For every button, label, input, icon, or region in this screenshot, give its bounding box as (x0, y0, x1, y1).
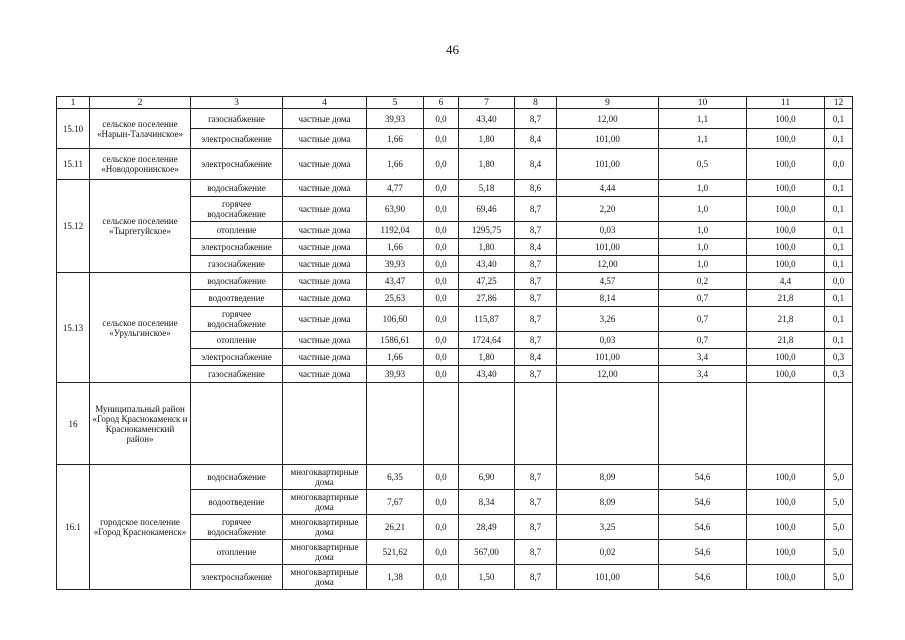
settlement-name: городское поселение «Город Краснокаменск» (90, 465, 191, 590)
housing-type: частные дома (283, 197, 367, 222)
value-6: 0,0 (424, 109, 459, 129)
service-type: водоотведение (191, 290, 283, 307)
value-5: 1192,04 (367, 222, 424, 239)
value-9: 101,00 (557, 349, 659, 366)
value-6: 0,0 (424, 540, 459, 565)
value-7: 43,40 (459, 366, 515, 383)
value-6: 0,0 (424, 465, 459, 490)
service-type: газоснабжение (191, 366, 283, 383)
service-type: водоотведение (191, 490, 283, 515)
housing-type: частные дома (283, 256, 367, 273)
value-8: 8,7 (515, 540, 557, 565)
value-6: 0,0 (424, 349, 459, 366)
value-10: 0,7 (659, 332, 747, 349)
value-9: 12,00 (557, 256, 659, 273)
housing-type: частные дома (283, 290, 367, 307)
service-type: отопление (191, 332, 283, 349)
value-8: 8,7 (515, 290, 557, 307)
value-10: 1,1 (659, 109, 747, 129)
value-8: 8,7 (515, 490, 557, 515)
value-8: 8,4 (515, 129, 557, 149)
housing-type: частные дома (283, 349, 367, 366)
value-8: 8,7 (515, 222, 557, 239)
value-11: 100,0 (747, 349, 825, 366)
value-8: 8,7 (515, 307, 557, 332)
value-8: 8,4 (515, 349, 557, 366)
value-5: 521,62 (367, 540, 424, 565)
value-8: 8,7 (515, 515, 557, 540)
housing-type (283, 383, 367, 465)
value-9: 12,00 (557, 109, 659, 129)
value-12: 0,1 (825, 222, 853, 239)
value-8: 8,7 (515, 565, 557, 590)
housing-type: многоквартирные дома (283, 490, 367, 515)
housing-type: частные дома (283, 307, 367, 332)
column-header-row (57, 97, 853, 109)
value-10: 1,0 (659, 180, 747, 197)
value-11: 100,0 (747, 180, 825, 197)
value-12: 0,1 (825, 332, 853, 349)
value-11: 100,0 (747, 540, 825, 565)
table-row (57, 465, 853, 490)
value-5: 26,21 (367, 515, 424, 540)
housing-type: частные дома (283, 149, 367, 180)
value-12: 5,0 (825, 465, 853, 490)
value-8: 8,4 (515, 149, 557, 180)
value-5: 43,47 (367, 273, 424, 290)
value-9 (557, 383, 659, 465)
table-row (57, 383, 853, 465)
value-7: 1,80 (459, 149, 515, 180)
value-11: 21,8 (747, 290, 825, 307)
value-9: 101,00 (557, 129, 659, 149)
value-5: 106,60 (367, 307, 424, 332)
value-12: 0,1 (825, 109, 853, 129)
value-6: 0,0 (424, 149, 459, 180)
value-7: 567,00 (459, 540, 515, 565)
settlement-name: Муниципальный район «Город Краснокаменск и Краснокаменский район» (90, 383, 191, 465)
value-12: 0,1 (825, 197, 853, 222)
housing-type: частные дома (283, 180, 367, 197)
value-7: 1,80 (459, 129, 515, 149)
value-10: 1,0 (659, 239, 747, 256)
value-10: 1,1 (659, 129, 747, 149)
value-7: 1,50 (459, 565, 515, 590)
housing-type: многоквартирные дома (283, 540, 367, 565)
value-6: 0,0 (424, 307, 459, 332)
value-9: 2,20 (557, 197, 659, 222)
value-7: 28,49 (459, 515, 515, 540)
value-9: 0,03 (557, 222, 659, 239)
housing-type: частные дома (283, 129, 367, 149)
service-type: электроснабжение (191, 129, 283, 149)
value-12: 0,0 (825, 149, 853, 180)
table-row (57, 180, 853, 197)
value-11: 100,0 (747, 149, 825, 180)
value-9: 101,00 (557, 565, 659, 590)
value-7: 115,87 (459, 307, 515, 332)
settlement-name: сельское поселение «Новодоронинское» (90, 149, 191, 180)
value-6: 0,0 (424, 332, 459, 349)
housing-type: частные дома (283, 239, 367, 256)
value-11: 100,0 (747, 222, 825, 239)
service-type: горячее водоснабжение (191, 515, 283, 540)
table-row (57, 109, 853, 129)
value-5: 1,66 (367, 239, 424, 256)
value-11: 4,4 (747, 273, 825, 290)
value-11: 100,0 (747, 490, 825, 515)
value-10: 3,4 (659, 349, 747, 366)
value-7: 43,40 (459, 109, 515, 129)
value-10: 1,0 (659, 197, 747, 222)
column-header: 5 (367, 97, 424, 109)
settlement-name: сельское поселение «Нарын-Талачинское» (90, 109, 191, 149)
column-header: 4 (283, 97, 367, 109)
value-6: 0,0 (424, 565, 459, 590)
tariff-table (56, 96, 853, 590)
value-6: 0,0 (424, 239, 459, 256)
value-7: 5,18 (459, 180, 515, 197)
value-6: 0,0 (424, 197, 459, 222)
value-8: 8,7 (515, 465, 557, 490)
value-9: 8,09 (557, 490, 659, 515)
value-5: 1,66 (367, 149, 424, 180)
value-9: 8,14 (557, 290, 659, 307)
value-7 (459, 383, 515, 465)
service-type (191, 383, 283, 465)
value-5: 39,93 (367, 366, 424, 383)
value-6: 0,0 (424, 515, 459, 540)
housing-type: многоквартирные дома (283, 565, 367, 590)
value-12: 0,1 (825, 307, 853, 332)
service-type: водоснабжение (191, 465, 283, 490)
column-header: 12 (825, 97, 853, 109)
value-9: 101,00 (557, 239, 659, 256)
value-10: 1,0 (659, 256, 747, 273)
value-7: 43,40 (459, 256, 515, 273)
service-type: горячее водоснабжение (191, 197, 283, 222)
value-8: 8,7 (515, 109, 557, 129)
service-type: электроснабжение (191, 565, 283, 590)
value-10: 0,2 (659, 273, 747, 290)
housing-type: частные дома (283, 332, 367, 349)
value-11: 100,0 (747, 465, 825, 490)
service-type: электроснабжение (191, 239, 283, 256)
column-header: 9 (557, 97, 659, 109)
value-7: 6,90 (459, 465, 515, 490)
housing-type: частные дома (283, 109, 367, 129)
settlement-name: сельское поселение «Урульгинское» (90, 273, 191, 383)
value-7: 1295,75 (459, 222, 515, 239)
value-9: 8,09 (557, 465, 659, 490)
value-8: 8,6 (515, 180, 557, 197)
value-5: 7,67 (367, 490, 424, 515)
value-8 (515, 383, 557, 465)
value-12: 0,1 (825, 256, 853, 273)
value-8: 8,7 (515, 366, 557, 383)
value-8: 8,4 (515, 239, 557, 256)
value-9: 4,57 (557, 273, 659, 290)
row-number: 15.13 (57, 273, 90, 383)
page-number: 46 (446, 42, 459, 57)
value-9: 4,44 (557, 180, 659, 197)
column-header: 7 (459, 97, 515, 109)
value-6: 0,0 (424, 129, 459, 149)
value-5: 4,77 (367, 180, 424, 197)
value-6: 0,0 (424, 273, 459, 290)
value-7: 1724,64 (459, 332, 515, 349)
service-type: отопление (191, 222, 283, 239)
value-10: 0,5 (659, 149, 747, 180)
housing-type: многоквартирные дома (283, 515, 367, 540)
service-type: электроснабжение (191, 149, 283, 180)
value-5: 39,93 (367, 109, 424, 129)
row-number: 15.12 (57, 180, 90, 273)
service-type: водоснабжение (191, 273, 283, 290)
value-12: 5,0 (825, 515, 853, 540)
table-row (57, 149, 853, 180)
value-12: 0,1 (825, 290, 853, 307)
value-5: 1,38 (367, 565, 424, 590)
column-header: 10 (659, 97, 747, 109)
value-5: 1,66 (367, 129, 424, 149)
value-7: 47,25 (459, 273, 515, 290)
value-8: 8,7 (515, 273, 557, 290)
value-10: 54,6 (659, 540, 747, 565)
value-12: 0,1 (825, 239, 853, 256)
value-7: 69,46 (459, 197, 515, 222)
value-11: 100,0 (747, 129, 825, 149)
row-number: 15.11 (57, 149, 90, 180)
value-11: 100,0 (747, 197, 825, 222)
value-5: 1586,61 (367, 332, 424, 349)
value-11: 100,0 (747, 109, 825, 129)
value-6: 0,0 (424, 256, 459, 273)
service-type: электроснабжение (191, 349, 283, 366)
value-7: 27,86 (459, 290, 515, 307)
value-10: 0,7 (659, 307, 747, 332)
value-7: 8,34 (459, 490, 515, 515)
column-header: 2 (90, 97, 191, 109)
value-12: 5,0 (825, 490, 853, 515)
service-type: горячее водоснабжение (191, 307, 283, 332)
value-12: 5,0 (825, 565, 853, 590)
housing-type: частные дома (283, 222, 367, 239)
value-10: 54,6 (659, 565, 747, 590)
housing-type: многоквартирные дома (283, 465, 367, 490)
value-9: 0,03 (557, 332, 659, 349)
value-12: 0,1 (825, 129, 853, 149)
value-10: 54,6 (659, 515, 747, 540)
value-10: 54,6 (659, 490, 747, 515)
settlement-name: сельское поселение «Тыргетуйское» (90, 180, 191, 273)
table-body (57, 97, 853, 590)
value-9: 12,00 (557, 366, 659, 383)
value-5 (367, 383, 424, 465)
value-11: 100,0 (747, 565, 825, 590)
column-header: 6 (424, 97, 459, 109)
value-6 (424, 383, 459, 465)
row-number: 16.1 (57, 465, 90, 590)
value-12: 5,0 (825, 540, 853, 565)
value-5: 6,35 (367, 465, 424, 490)
housing-type: частные дома (283, 273, 367, 290)
value-5: 39,93 (367, 256, 424, 273)
value-12: 0,3 (825, 366, 853, 383)
table-row (57, 273, 853, 290)
value-11: 100,0 (747, 239, 825, 256)
value-12: 0,1 (825, 180, 853, 197)
value-9: 3,25 (557, 515, 659, 540)
value-6: 0,0 (424, 290, 459, 307)
service-type: газоснабжение (191, 256, 283, 273)
value-10: 0,7 (659, 290, 747, 307)
value-10: 3,4 (659, 366, 747, 383)
service-type: газоснабжение (191, 109, 283, 129)
column-header: 8 (515, 97, 557, 109)
row-number: 16 (57, 383, 90, 465)
value-11: 100,0 (747, 366, 825, 383)
value-10: 54,6 (659, 465, 747, 490)
value-9: 0,02 (557, 540, 659, 565)
value-6: 0,0 (424, 222, 459, 239)
value-6: 0,0 (424, 180, 459, 197)
value-6: 0,0 (424, 490, 459, 515)
value-8: 8,7 (515, 197, 557, 222)
row-number: 15.10 (57, 109, 90, 149)
service-type: водоснабжение (191, 180, 283, 197)
value-11 (747, 383, 825, 465)
value-6: 0,0 (424, 366, 459, 383)
column-header: 1 (57, 97, 90, 109)
value-7: 1,80 (459, 239, 515, 256)
value-8: 8,7 (515, 332, 557, 349)
value-11: 100,0 (747, 256, 825, 273)
value-5: 1,66 (367, 349, 424, 366)
value-8: 8,7 (515, 256, 557, 273)
value-12 (825, 383, 853, 465)
value-10 (659, 383, 747, 465)
value-5: 25,63 (367, 290, 424, 307)
value-7: 1,80 (459, 349, 515, 366)
value-12: 0,0 (825, 273, 853, 290)
column-header: 3 (191, 97, 283, 109)
housing-type: частные дома (283, 366, 367, 383)
value-11: 21,8 (747, 332, 825, 349)
value-9: 101,00 (557, 149, 659, 180)
value-11: 100,0 (747, 515, 825, 540)
value-10: 1,0 (659, 222, 747, 239)
value-9: 3,26 (557, 307, 659, 332)
value-11: 21,8 (747, 307, 825, 332)
value-5: 63,90 (367, 197, 424, 222)
column-header: 11 (747, 97, 825, 109)
value-12: 0,3 (825, 349, 853, 366)
service-type: отопление (191, 540, 283, 565)
